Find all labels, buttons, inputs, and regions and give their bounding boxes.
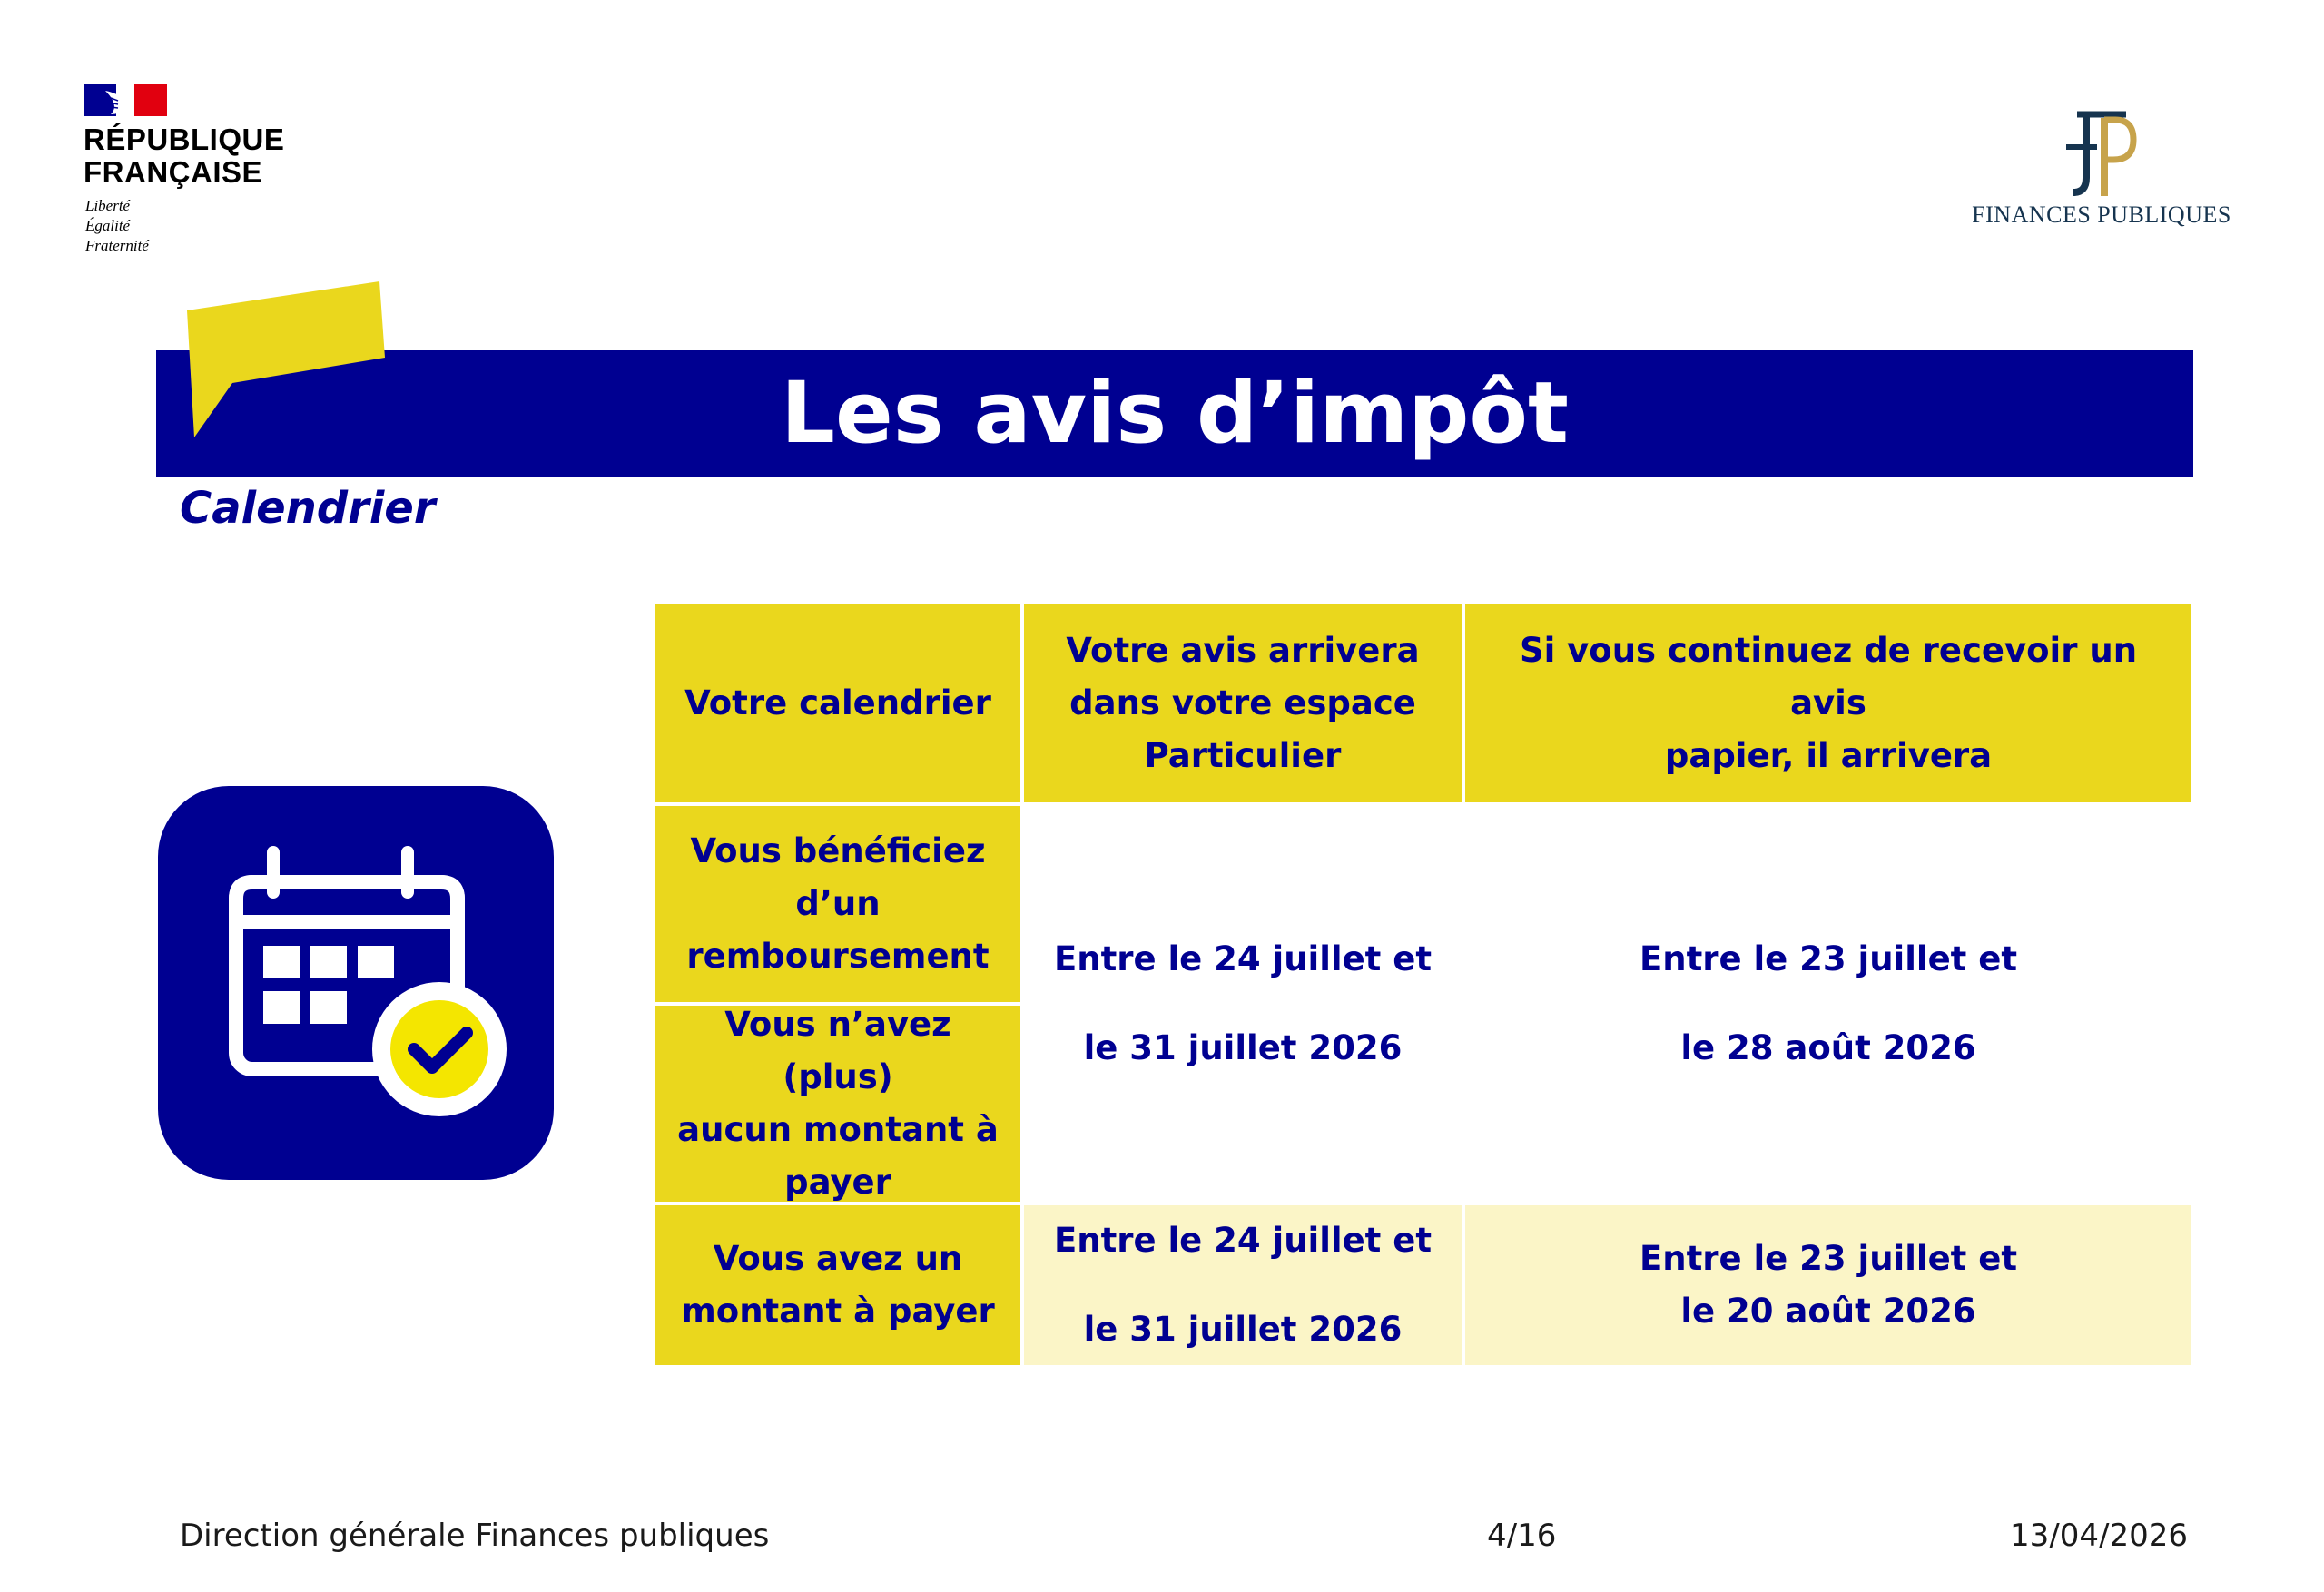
republique-francaise-wordmark: RÉPUBLIQUE FRANÇAISE (84, 123, 285, 189)
republic-motto: Liberté Égalité Fraternité (85, 197, 149, 254)
row-label-remboursement: Vous bénéficiez d’un remboursement (655, 806, 1020, 1002)
date-cell-espace-last: Entre le 24 juillet et le 31 juillet 2026 (1024, 1205, 1462, 1365)
date-cell-papier-last: Entre le 23 juillet et le 20 août 2026 (1465, 1205, 2191, 1365)
header-cell-espace: Votre avis arrivera dans votre espace Particulier (1024, 604, 1462, 802)
finances-publiques-logo-icon (2061, 105, 2137, 200)
finances-publiques-wordmark: FINANCES PUBLIQUES (1972, 201, 2231, 228)
page-title: Les avis d’impôt (781, 364, 1569, 463)
header-cell-calendar: Votre calendrier (655, 604, 1020, 802)
footer-page-number: 4/16 (1487, 1518, 1557, 1554)
section-subtitle: Calendrier (180, 483, 436, 534)
row-label-aucun-montant: Vous n’avez (plus) aucun montant à payer (655, 1006, 1020, 1202)
marianne-logo (84, 84, 167, 116)
header-cell-papier: Si vous continuez de recevoir un avis papier, il arrivera (1465, 604, 2191, 802)
date-cell-papier-merged: Entre le 23 juillet et le 28 août 2026 (1465, 806, 2191, 1202)
footer-date: 13/04/2026 (2010, 1518, 2188, 1554)
calendar-check-icon (158, 786, 554, 1180)
row-label-montant-a-payer: Vous avez un montant à payer (655, 1205, 1020, 1365)
footer-organization: Direction générale Finances publiques (180, 1518, 770, 1554)
date-cell-espace-merged: Entre le 24 juillet et le 31 juillet 2026 (1024, 806, 1462, 1202)
